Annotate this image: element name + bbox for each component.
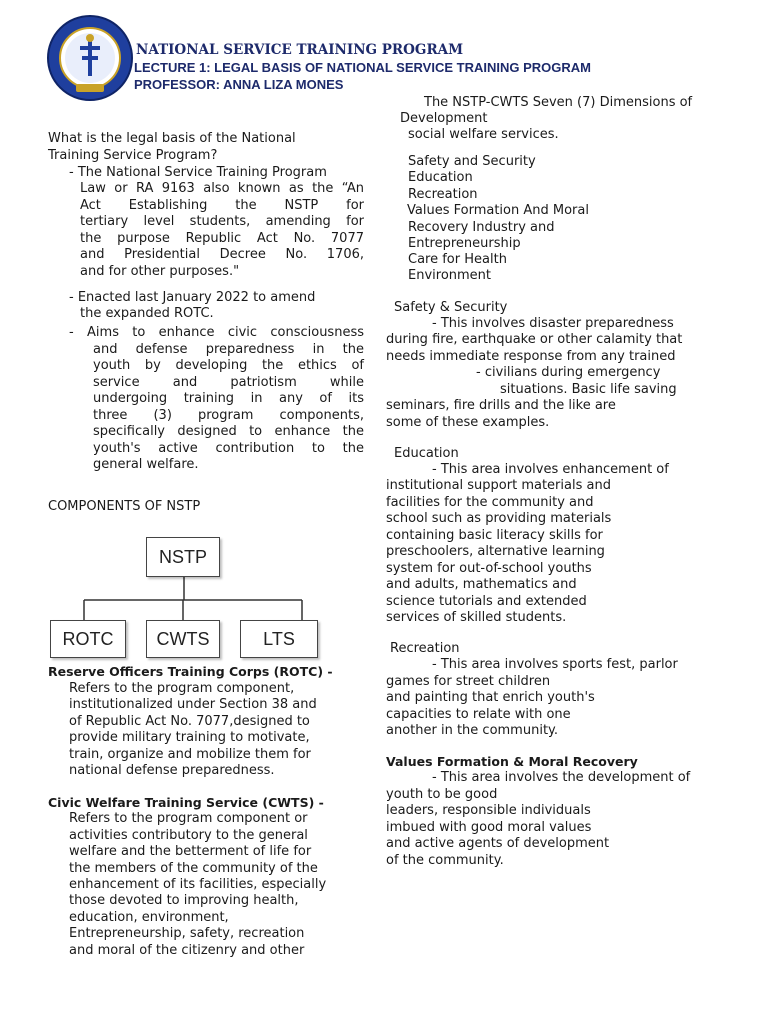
rotc-line: provide military training to motivate, [69, 730, 310, 745]
safety-line: seminars, fire drills and the like are [386, 398, 616, 413]
safety-line: needs immediate response from any trained [386, 349, 676, 364]
values-line: imbued with good moral values [386, 820, 592, 835]
question-line-1: What is the legal basis of the National [48, 131, 296, 146]
program-title: NATIONAL SERVICE TRAINING PROGRAM [136, 42, 464, 58]
values-line: and active agents of development [386, 836, 610, 851]
education-line: preschoolers, alternative learning [386, 544, 605, 559]
cwts-line: enhancement of its facilities, especially [69, 877, 327, 892]
bullet1-line: - The National Service Training Program [69, 165, 327, 180]
education-line: services of skilled students. [386, 610, 567, 625]
dimension-item: Environment [408, 268, 492, 283]
values-line: youth to be good [386, 787, 498, 802]
education-line: institutional support materials and [386, 478, 611, 493]
recreation-line: another in the community. [386, 723, 559, 738]
lecture-title: LECTURE 1: LEGAL BASIS OF NATIONAL SERVICE TRAINING PROGRAM [134, 60, 591, 75]
safety-line: - This involves disaster preparedness [432, 316, 674, 331]
values-line: - This area involves the development of [432, 770, 691, 785]
education-line: containing basic literacy skills for [386, 528, 603, 543]
dimension-item: Recovery Industry and [408, 220, 555, 235]
bullet1-line: the purpose Republic Act No. 7077 [80, 231, 364, 246]
bullet3-line: service and patriotism while [93, 375, 364, 390]
education-line: school such as providing materials [386, 511, 612, 526]
education-line: facilities for the community and [386, 495, 594, 510]
bullet3-line: general welfare. [93, 457, 199, 472]
dimensions-title-line2: Development [400, 111, 488, 126]
diagram-node-cwts: CWTS [146, 620, 220, 658]
bullet3-line: specifically designed to enhance the [93, 424, 364, 439]
safety-line: some of these examples. [386, 415, 550, 430]
rotc-heading: Reserve Officers Training Corps (ROTC) - [48, 664, 333, 679]
dimension-item: Entrepreneurship [408, 236, 521, 251]
values-heading: Values Formation & Moral Recovery [386, 754, 638, 769]
dimension-item: Recreation [408, 187, 478, 202]
dimension-item: Values Formation And Moral [407, 203, 589, 218]
bullet1-line: and for other purposes." [80, 264, 240, 279]
safety-line: - civilians during emergency [476, 365, 661, 380]
education-line: science tutorials and extended [386, 594, 587, 609]
professor-name: PROFESSOR: ANNA LIZA MONES [134, 77, 344, 92]
safety-line: during fire, earthquake or other calamity that [386, 332, 683, 347]
diagram-node-nstp: NSTP [146, 537, 220, 577]
safety-line: situations. Basic life saving [500, 382, 677, 397]
rotc-line: of Republic Act No. 7077,designed to [69, 714, 310, 729]
cwts-line: those devoted to improving health, [69, 893, 299, 908]
cwts-line: the members of the community of the [69, 861, 318, 876]
dimensions-title-line1: The NSTP-CWTS Seven (7) Dimensions of [424, 95, 693, 110]
cwts-line: Refers to the program component or [69, 811, 308, 826]
rotc-line: institutionalized under Section 38 and [69, 697, 317, 712]
bullet1-line: and Presidential Decree No. 1706, [80, 247, 364, 262]
rotc-line: Refers to the program component, [69, 681, 295, 696]
continued-line: social welfare services. [408, 127, 559, 142]
bullet3-line: undergoing training in any of its [93, 391, 364, 406]
dimension-item: Education [408, 170, 473, 185]
rotc-line: train, organize and mobilize them for [69, 747, 311, 762]
recreation-line: capacities to relate with one [386, 707, 571, 722]
education-line: system for out-of-school youths [386, 561, 592, 576]
bullet3-line: - Aims to enhance civic consciousness [69, 325, 364, 340]
education-heading: Education [394, 446, 459, 461]
recreation-line: games for street children [386, 674, 551, 689]
cwts-line: education, environment, [69, 910, 229, 925]
diagram-node-lts: LTS [240, 620, 318, 658]
bullet3-line: youth's active contribution to the [93, 441, 364, 456]
bullet1-line: Act Establishing the NSTP for [80, 198, 364, 213]
bullet2-line: - Enacted last January 2022 to amend [69, 290, 316, 305]
rotc-line: national defense preparedness. [69, 763, 275, 778]
nstp-seal [46, 14, 134, 102]
cwts-line: activities contributory to the general [69, 828, 308, 843]
diagram-node-rotc: ROTC [50, 620, 126, 658]
safety-heading: Safety & Security [394, 300, 508, 315]
dimension-item: Safety and Security [408, 154, 536, 169]
bullet3-line: youth by developing the ethics of [93, 358, 364, 373]
cwts-line: and moral of the citizenry and other [69, 943, 305, 958]
recreation-line: and painting that enrich youth's [386, 690, 595, 705]
cwts-heading: Civic Welfare Training Service (CWTS) - [48, 795, 324, 810]
recreation-line: - This area involves sports fest, parlor [432, 657, 678, 672]
bullet2-line: the expanded ROTC. [80, 306, 214, 321]
bullet1-line: Law or RA 9163 also known as the “An [80, 181, 364, 196]
dimension-item: Care for Health [408, 252, 507, 267]
bullet1-line: tertiary level students, amending for [80, 214, 364, 229]
cwts-line: Entrepreneurship, safety, recreation [69, 926, 305, 941]
cwts-line: welfare and the betterment of life for [69, 844, 312, 859]
recreation-heading: Recreation [390, 641, 460, 656]
education-line: - This area involves enhancement of [432, 462, 669, 477]
education-line: and adults, mathematics and [386, 577, 577, 592]
components-heading: COMPONENTS OF NSTP [48, 499, 201, 514]
values-line: leaders, responsible individuals [386, 803, 591, 818]
bullet3-line: and defense preparedness in the [93, 342, 364, 357]
question-line-2: Training Service Program? [48, 148, 218, 163]
bullet3-line: three (3) program components, [93, 408, 364, 423]
values-line: of the community. [386, 853, 504, 868]
